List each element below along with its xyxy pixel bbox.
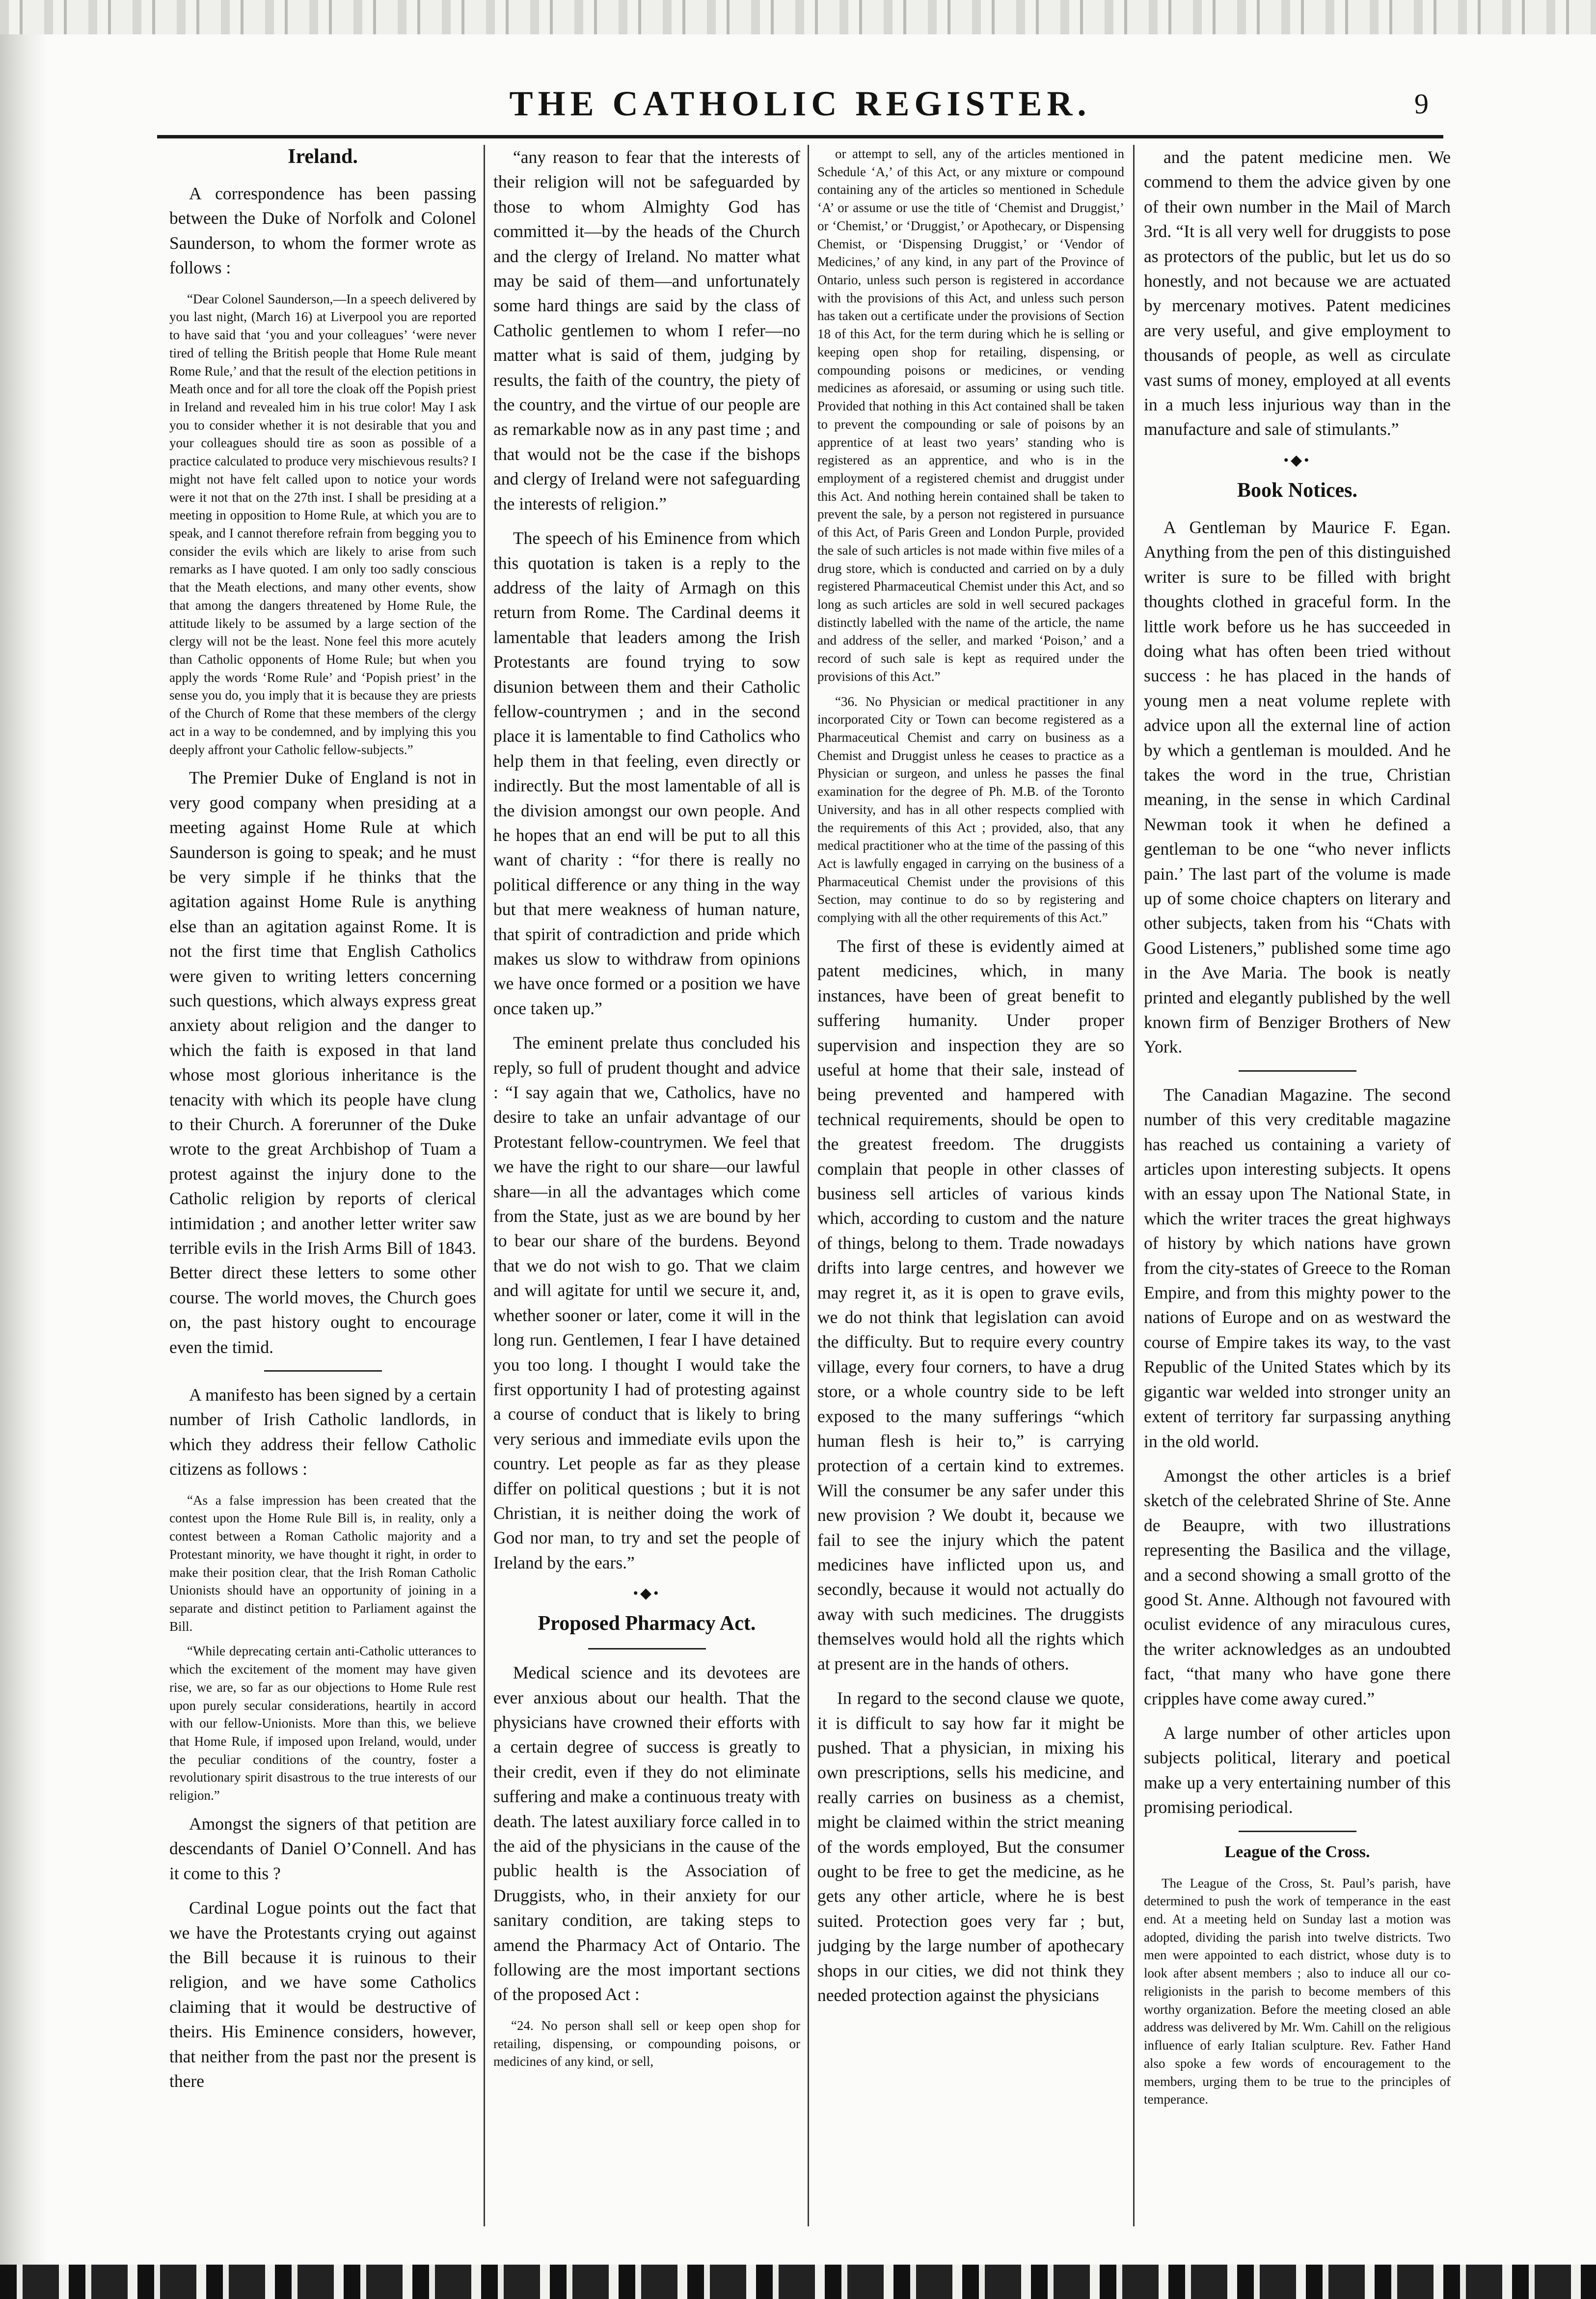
body-paragraph: The Canadian Magazine. The second number of this very creditable magazine has reached us containing a variety of articles upon interesting subjects. It opens with an essay upon The National State, in which the writer traces the great highways of history by which nations have grown from the city-states of Greece to the Roman Empire, and from this mighty power to the nations of Europe and on as westward the course of Empire takes its way, to the vast Republic of the United States which by its gigantic war welded into stronger unity an extent of territory far surpassing anything in the old world. [1144, 1084, 1451, 1451]
body-paragraph: A large number of other articles upon subjects political, literary and poetical make up a very entertaining number of this promising periodical. [1144, 1723, 1451, 1817]
article-column-4 [1144, 145, 1451, 2226]
article-column-3 [817, 145, 1124, 2226]
column-divider [484, 145, 485, 2226]
body-paragraph: A manifesto has been signed by a certain number of Irish Catholic landlords, in which they address their fellow Catholic citizens as follows : [169, 1385, 476, 1479]
body-paragraph: The Premier Duke of England is not in very good company when presiding at a meeting against Home Rule at which Saunderson is going to speak; and he must be very simple if he thinks that the agitation against Home Rule is anything else than an agitation against Rome. It is not the first time that English Catholics were given to writing letters concerning such questions, which always express great anxiety about religion and the danger to which the faith is exposed in that land whose most glorious inheritance is the tenacity with which its people have clung to their Church. A forerunner of the Duke wrote to the great Archbishop of Tuam a protest against the injury done to the Catholic religion by reports of clerical intimidation ; and another letter writer saw terrible evils in the Irish Arms Bill of 1843. Better direct these letters to some other course. The world moves, the Church goes on, the past history ought to encourage even the timid. [169, 768, 476, 1357]
body-paragraph: Medical science and its devotees are ever anxious about our health. That the physicians have crowned their efforts with a certain degree of success is greatly to their credit, even if they do not eliminate suffering and make a continuous treaty with death. The latest auxiliary force called in to the aid of the physicians in the cause of the public health is the Association of Druggists, who, in their anxiety for our sanitary condition, are taking steps to amend the Pharmacy Act of Ontario. The following are the most important sections of the proposed Act : [493, 1663, 800, 2004]
quoted-paragraph: “As a false impression has been created that the contest upon the Home Rule Bill is, in reality, only a contest between a Roman Catholic majority and a Protestant minority, we have thought it right, in order to make their position clear, that the Irish Roman Catholic Unionists should have an opportunity of joining in a separate and distinct petition to Parliament against the Bill. [169, 1492, 476, 1634]
masthead-rule [157, 135, 1443, 138]
body-paragraph: The eminent prelate thus concluded his reply, so full of prudent thought and advice : “I say again that we, Catholics, have no desire to take an unfair advantage of our Protestant fellow-countrymen. We feel that we have the right to our share—our lawful share—in all the advantages which come from the State, just as we are bound by her to bear our share of the burdens. Beyond that we do not wish to go. That we claim and will agitate for until we secure it, and, whether sooner or later, come it will in the long run. Gentlemen, I fear I have detained you too long. I thought I would take the first opportunity I had of protesting against a course of conduct that is likely to bring very serious and immediate evils upon the country. Let people as far as they please differ on political questions ; but it is not Christian, it is neither doing the work of God nor man, to try and set the people of Ireland by the ears.” [493, 1033, 800, 1572]
quoted-paragraph: “24. No person shall sell or keep open shop for retailing, dispensing, or compounding poisons, or medicines of any kind, or sell, [493, 2018, 800, 2069]
body-paragraph: A Gentleman by Maurice F. Egan. Anything from the pen of this distinguished writer is sure to be filled with bright thoughts clothed in graceful form. In the little work before us he has succeeded in doing what has often been tried without success : he has placed in the hands of young men a neat volume replete with advice upon all the external line of action by which a gentleman is moulded. And he takes the word in the true, Christian meaning, in the sense in which Cardinal Newman took it when he defined a gentleman to be one “who never inflicts pain.’ The last part of the volume is made up of some choice chapters on literary and other subjects, taken from his “Chats with Good Listeners,” published some time ago in the Ave Maria. The book is neatly printed and elegantly published by the well known firm of Benziger Brothers of New York. [1144, 517, 1451, 1057]
body-paragraph: The first of these is evidently aimed at patent medicines, which, in many instances, have been of great benefit to suffering humanity. Under proper supervision and inspection they are so useful at home that their sale, instead of being prevented and hampered with technical requirements, should be open to the greatest freedom. The druggists complain that people in other classes of business sell articles of various kinds which, according to custom and the nature of things, belong to them. Trade nowadays drifts into large centres, and however we may regret it, as it is open to grave evils, we do not think that legislation can avoid the difficulty. But to require every country village, every four corners, to have a drug store, or a whole country side to be left exposed to the many sufferings “which human flesh is heir to,” is carrying protection of a certain kind to extremes. Will the consumer be any safer under this new provision ? We doubt it, because we fail to see the injury which the patent medicines have inflicted upon us, and secondly, because it would not actually do away with such medicines. The druggists themselves would hold all the rights which at present are in the hands of others. [817, 936, 1124, 1674]
column-divider [808, 145, 809, 2226]
body-paragraph: Amongst the other articles is a brief sketch of the celebrated Shrine of Ste. Anne de Beaupre, with two illustrations representing the Basilica and the village, and a second showing a small grotto of the good St. Anne. Although not favoured with oculist evidence of any miraculous cures, the writer acknowledges as an undoubted fact, “that many who have gone there cripples have come away cured.” [1144, 1465, 1451, 1708]
column-divider [1133, 145, 1135, 2226]
section-divider [588, 1648, 706, 1650]
scan-edge-top [0, 0, 1596, 34]
body-paragraph: In regard to the second clause we quote, it is difficult to say how far it might be pushed. That a physician, in mixing his own prescriptions, sells his medicine, and really carries on business as a chemist, might be claimed within the strict meaning of the words employed, But the consumer ought to be free to get the medicine, as he gets any other article, where he is best suited. Protection goes very far ; but, judging by the large number of apothecary shops in our cities, we did not think they needed protection against the physicians [817, 1688, 1124, 2005]
body-paragraph: The speech of his Eminence from which this quotation is taken is a reply to the address of the laity of Armagh on this return from Rome. The Cardinal deems it lamentable that leaders among the Irish Protestants are found trying to sow disunion between them and their Catholic fellow-countrymen ; and in the second place it is lamentable to find Catholics who help them in that feeling, even directly or indirectly. But the most lamentable of all is the division amongst our own people. And he hopes that an end will be put to all this want of charity : “for there is really no political difference or any thing in the way but that mere weakness of human nature, that spirit of contradiction and pride which makes us slow to withdraw from opinions we have once formed or a position we have once taken up.” [493, 528, 800, 1018]
body-paragraph: Amongst the signers of that petition are descendants of Daniel O’Connell. And has it come to this ? [169, 1813, 476, 1883]
page-number: 9 [1414, 88, 1429, 120]
section-divider [264, 1370, 382, 1372]
section-divider [1239, 1831, 1356, 1832]
quoted-paragraph: The League of the Cross, St. Paul’s parish, have determined to push the work of temperance in the east end. At a meeting held on Sunday last a motion was adopted, dividing the parish into twelve districts. Two men were appointed to each district, whose duty is to look after absent members ; also to induce all our co-religionists in the parish to become members of this worthy organization. Before the meeting closed an able address was delivered by Mr. Wm. Cahill on the religious influence of early Italian sculpture. Rev. Father Hand also spoke a few words of encouragement to the members, urging them to be true to the principles of temperance. [1144, 1875, 1451, 2107]
masthead [157, 74, 1443, 137]
body-paragraph: and the patent medicine men. We commend to them the advice given by one of their own number in the Mail of March 3rd. “It is all very well for druggists to pose as protectors of the public, but let us do so honestly, and not because we are actuated by mercenary motives. Patent medicines are very useful, and give employment to thousands of people, as well as circulate vast sums of money, employed at all events in a much less injurious way than in the manufacture and sale of stimulants.” [1144, 147, 1451, 439]
article-column-2 [493, 145, 800, 2226]
quoted-paragraph: “Dear Colonel Saunderson,—In a speech delivered by you last night, (March 16) at Liverpool you are reported to have said that ‘you and your colleagues’ ‘were never tired of telling the British people that Home Rule meant Rome Rule,’ and that the result of the election petitions in Meath once and for all tore the cloak off the Popish priest in Ireland and revealed him in his true color! May I ask you to consider whether it is not desirable that you and your colleagues should tire as soon as possible of a practice calculated to produce very mischievous results? I might not have felt called upon to notice your words were it not that on the 27th inst. I shall be presiding at a meeting in opposition to Home Rule, at which you are to speak, and I cannot therefore refrain from begging you to consider the evils which are likely to arise from such remarks as I have quoted. I am only too sadly conscious that the Meath elections, and many other events, show that among the dangers threatened by Home Rule, the attitude likely to be assumed by a large section of the clergy will not be the least. None feel this more acutely than Catholic opponents of Home Rule; but when you apply the words ‘Rome Rule’ and ‘Popish priest’ in the sense you do, you imply that it is because they are priests of the Church of Rome that these members of the clergy act in a way to be condemned, and by implying this you deeply affront your Catholic fellow-subjects.” [169, 291, 476, 757]
body-paragraph: “any reason to fear that the interests of their religion will not be safeguarded by those to whom Almighty God has committed it—by the heads of the Church and the clergy of Ireland. No matter what may be said of them—and unfortunately some hard things are said by the class of Catholic gentlemen to whom I refer—no matter what is said of them, judging by results, the faith of the country, the piety of the country, and the virtue of our people are as remarkable now as in any past time ; and that would not be the case if the bishops and clergy of Ireland were not safeguarding the interests of religion.” [493, 147, 800, 514]
body-paragraph: A correspondence has been passing between the Duke of Norfolk and Colonel Saunderson, to whom the former wrote as follows : [169, 184, 476, 278]
section-heading: League of the Cross. [1224, 1842, 1370, 1861]
scan-edge-bottom [0, 2265, 1596, 2299]
article-column-1 [169, 145, 476, 2226]
section-heading: Ireland. [288, 145, 358, 168]
newspaper-title: THE CATHOLIC REGISTER. [509, 84, 1091, 123]
section-heading: Proposed Pharmacy Act. [538, 1612, 756, 1635]
quoted-paragraph: “While deprecating certain anti-Catholic utterances to which the excitement of the moment may have given rise, we are, so far as our objections to Home Rule rest upon purely secular considerations, heartily in accord with our fellow-Unionists. More than this, we believe that Home Rule, if imposed upon Ireland, would, under the peculiar conditions of the country, foster a revolutionary spirit disastrous to the true interests of our religion.” [169, 1644, 476, 1803]
ornament-divider: •◆• [1283, 452, 1311, 468]
section-divider [1239, 1070, 1356, 1072]
scan-edge-left [0, 34, 47, 2265]
body-paragraph: Cardinal Logue points out the fact that we have the Protestants crying out against the Bill because it is ruinous to their religion, and we have some Catholics claiming that it would be destructive of theirs. His Eminence considers, however, that neither from the past nor the present is there [169, 1898, 476, 2091]
ornament-divider: •◆• [633, 1585, 661, 1602]
quoted-paragraph: “36. No Physician or medical practitioner in any incorporated City or Town can become registered as a Pharmaceutical Chemist and carry on business as a Chemist and Druggist unless he ceases to practice as a Physician or surgeon, and unless he passes the final examination for the degree of Ph. M.B. of the Toronto University, and has in all other respects complied with the requirements of this Act ; provided, also, that any medical practitioner who at the time of the passing of this Act is lawfully engaged in carrying on the business of a Pharmaceutical Chemist under the provisions of this Section, may continue to do so by registering and complying with all the other requirements of this Act.” [817, 694, 1124, 925]
section-heading: Book Notices. [1237, 479, 1357, 502]
quoted-paragraph: or attempt to sell, any of the articles mentioned in Schedule ‘A,’ of this Act, or any mixture or compound containing any of the articles so mentioned in Schedule ‘A’ or assume or use the title of ‘Chemist and Druggist,’ or ‘Chemist,’ or ‘Druggist,’ or Apothecary, or Dispensing Chemist, or ‘Dispensing Druggist,’ or ‘Vendor of Medicines,’ of any kind, in any part of the Province of Ontario, unless such person is registered in accordance with the provisions of this Act, and unless such person has taken out a certificate under the provisions of Section 18 of this Act, for the term during which he is selling or keeping open shop for retailing, dispensing, or compounding poisons or medicines, or vending medicines as aforesaid, or assuming or using such title. Provided that nothing in this Act contained shall be taken to prevent the compounding or sale of poisons by an apprentice of at least two years’ standing who is registered as an apprentice, and who is in the employment of a registered chemist and druggist under this Act. And nothing herein contained shall be taken to prevent the sale, by a person not registered in pursuance of this Act, of Paris Green and London Purple, provided the sale of such articles is not made within five miles of a drug store, which is conducted and carried on by a duly registered Pharmaceutical Chemist under this Act, and so long as such articles are sold in well secured packages distinctly labelled with the name of the article, the name and address of the seller, and marked ‘Poison,’ and a record of such sale is kept as required under the provisions of this Act.” [817, 146, 1124, 684]
